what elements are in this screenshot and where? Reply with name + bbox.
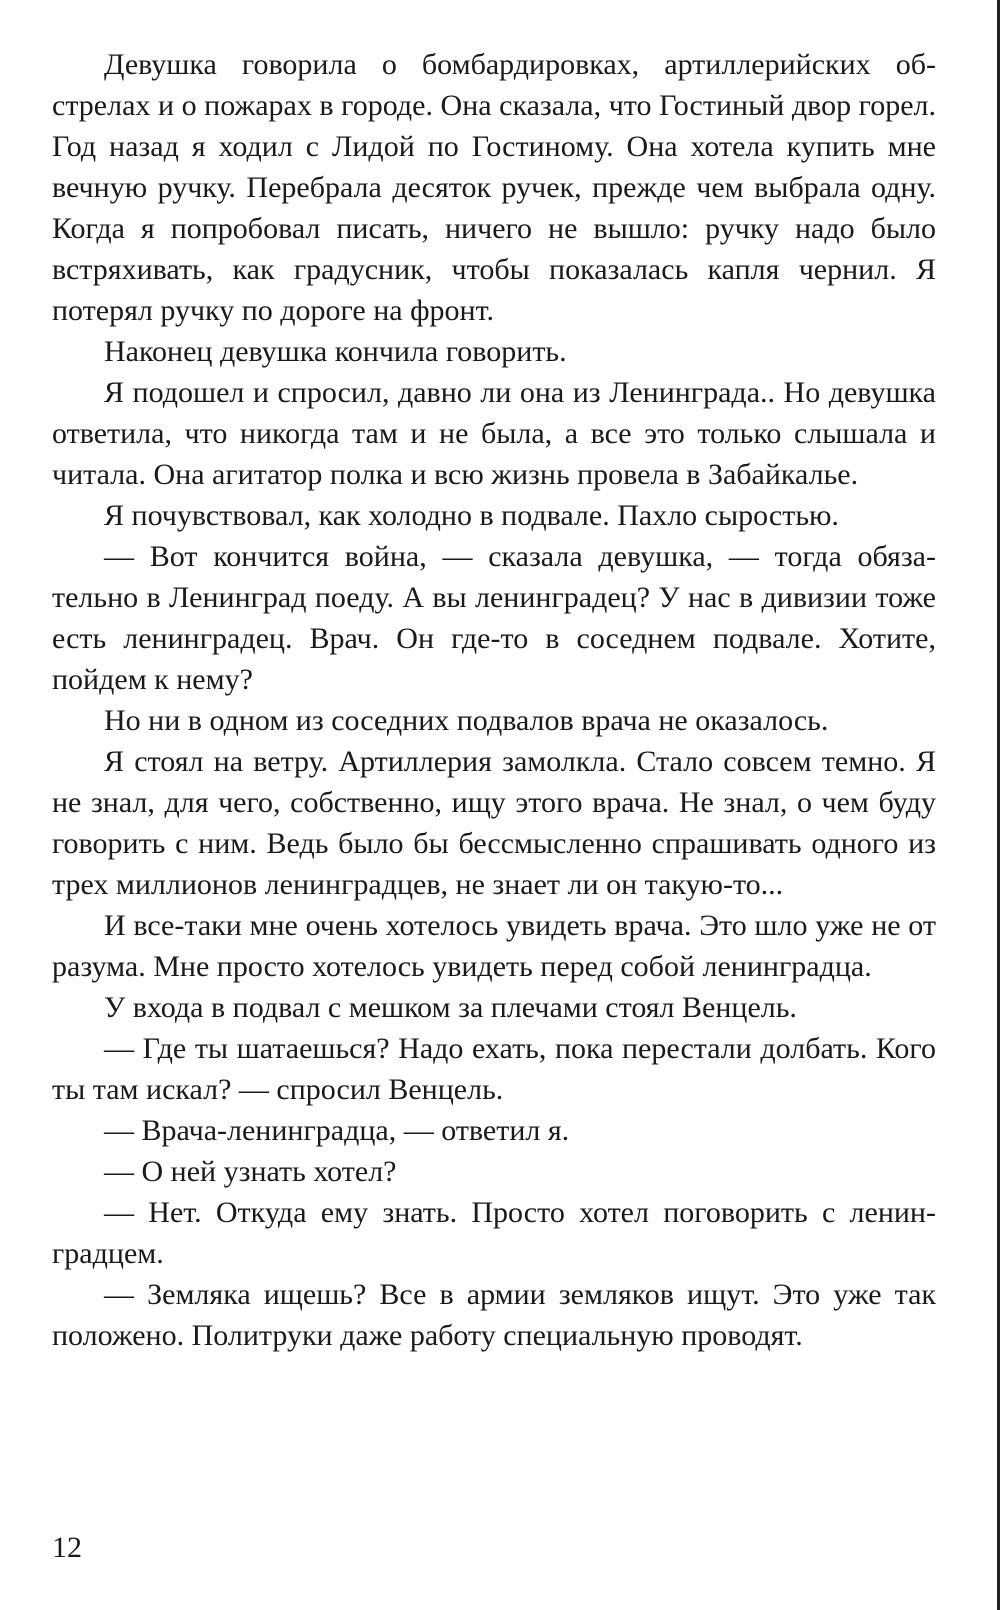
paragraph: — О ней узнать хотел? xyxy=(104,1155,397,1188)
paragraph: Девушка говорила о бомбардировках, артиллерийских обстрелах и о пожарах в городе. Она сказала, что Гостиный двор горел. Год назад я ходил с Лидой по Гостиному. Она хотела купить мне вечную ручку. Перебрала десяток ручек, прежде чем выбрала одну. Когда я попробовал писать, ничего не вышло: ручку надо было встряхивать, как градусник, чтобы показалась капля чернил. Я потерял ручку по дороге на фронт. xyxy=(52,48,936,327)
paragraph: Наконец девушка кончила говорить. xyxy=(104,335,567,368)
paragraph: Я стоял на ветру. Артиллерия замолкла. Стало совсем темно. Я не знал, для чего, собственно, ищу этого врача. Не знал, о чем буду говорить с ним. Ведь было бы бессмысленно спрашивать одного из трех миллионов ленинградцев, не знает ли он такую-то... xyxy=(52,745,936,901)
paragraph: — Вот кончится война, — сказала девушка, — тогда обязательно в Ленинград поеду. А вы ленинградец? У нас в дивизии тоже есть ленинградец. Врач. Он где-то в соседнем подвале. Хотите, пойдем к нему? xyxy=(52,540,936,696)
paragraph: — Врача-ленинградца, — ответил я. xyxy=(104,1114,570,1147)
paragraph: — Где ты шатаешься? Надо ехать, пока перестали долбать. Кого ты там искал? — спросил Венцель. xyxy=(52,1032,936,1106)
paragraph: У входа в подвал с мешком за плечами стоял Венцель. xyxy=(104,991,797,1024)
paragraph: — Земляка ищешь? Все в армии земляков ищут. Это уже так положено. Политруки даже работу специальную проводят. xyxy=(52,1278,936,1352)
page-number: 12 xyxy=(52,1531,82,1564)
paragraph: Я подошел и спросил, давно ли она из Ленинграда.. Но девушка ответила, что никогда там и не была, а все это только слышала и читала. Она агитатор полка и всю жизнь провела в Забайкалье. xyxy=(52,376,936,491)
paragraph: — Нет. Откуда ему знать. Просто хотел поговорить с ленинградцем. xyxy=(52,1196,936,1270)
paragraph: И все-таки мне очень хотелось увидеть врача. Это шло уже не от разума. Мне просто хотелось увидеть перед собой ленинградца. xyxy=(52,909,936,983)
paragraph: Но ни в одном из соседних подвалов врача не оказалось. xyxy=(104,704,829,737)
page-body xyxy=(52,44,936,1356)
paragraph: Я почувствовал, как холодно в подвале. Пахло сыростью. xyxy=(104,499,839,532)
